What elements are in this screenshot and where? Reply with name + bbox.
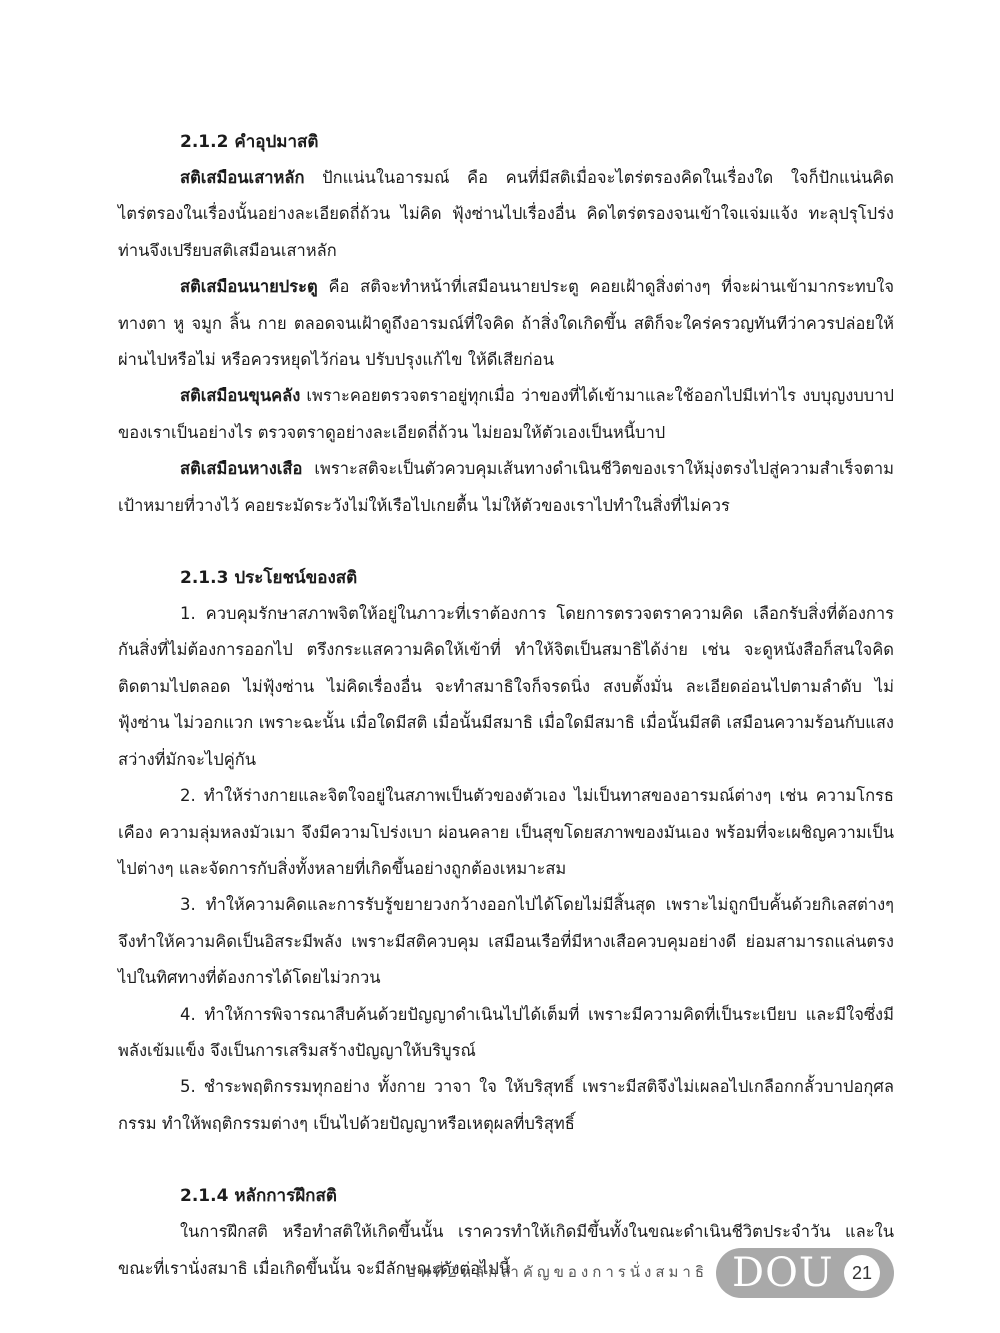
text-pillar: ปักแน่นในอารมณ์ คือ คนที่มีสติเมื่อจะไตร่ตรองคิดในเรื่องใด ใจก็ปักแน่นคิดไตร่ตรองในเรื่องนั้นอย่างละเอียดถี่ถ้วน ไม่คิด ฟุ้งซ่านไปเรื่องอื่น คิดไตร่ตรองจนเข้าใจแจ่มแจ้ง ทะลุปรุโปร่ง ท่านจึงเปรียบสติเสมือนเสาหลัก bbox=[118, 168, 894, 260]
section-heading-212: 2.1.2 คำอุปมาสติ bbox=[180, 132, 319, 152]
paragraph-treasurer bbox=[118, 378, 894, 451]
text-gatekeeper: คือ สติจะทำหน้าที่เสมือนนายประตู คอยเฝ้าดูสิ่งต่างๆ ที่จะผ่านเข้ามากระทบใจ ทางตา หู จมูก ลิ้น กาย ตลอดจนเฝ้าดูถึงอารมณ์ที่ใจคิด ถ้าสิ่งใดเกิดขึ้น สติก็จะใคร่ครวญทันทีว่าควรปล่อยให้ผ่านไปหรือไม่ หรือควรหยุดไว้ก่อน ปรับปรุงแก้ไข ให้ดีเสียก่อน bbox=[118, 277, 894, 370]
term-pillar: สติเสมือนเสาหลัก bbox=[180, 168, 305, 187]
page-badge bbox=[716, 1248, 894, 1298]
dou-logo: DOU bbox=[732, 1250, 834, 1296]
section-spacer bbox=[118, 1142, 894, 1178]
benefit-item-2: 2. ทำให้ร่างกายและจิตใจอยู่ในสภาพเป็นตัวของตัวเอง ไม่เป็นทาสของอารมณ์ต่างๆ เช่น ความโกรธเคือง ความลุ่มหลงมัวเมา จึงมีความโปร่งเบา ผ่อนคลาย เป็นสุขโดยสภาพของมันเอง พร้อมที่จะเผชิญความเป็นไปต่างๆ และจัดการกับสิ่งทั้งหลายที่เกิดขึ้นอย่างถูกต้องเหมาะสม bbox=[118, 786, 894, 878]
paragraph-gatekeeper bbox=[118, 269, 894, 378]
benefit-item-3: 3. ทำให้ความคิดและการรับรู้ขยายวงกว้างออกไปได้โดยไม่มีสิ้นสุด เพราะไม่ถูกบีบคั้นด้วยกิเลสต่างๆ จึงทำให้ความคิดเป็นอิสระมีพลัง เพราะมีสติควบคุม เสมือนเรือที่มีหางเสือควบคุมอย่างดี ย่อมสามารถแล่นตรงไปในทิศทางที่ต้องการได้โดยไม่วกวน bbox=[118, 895, 894, 988]
section-heading-213: 2.1.3 ประโยชน์ของสติ bbox=[180, 568, 358, 589]
term-gatekeeper: สติเสมือนนายประตู bbox=[180, 277, 318, 297]
training-paragraph: ในการฝึกสติ หรือทำสติให้เกิดขึ้นนั้น เราควรทำให้เกิดมีขึ้นทั้งในขณะดำเนินชีวิตประจำวัน และในขณะที่เรานั่งสมาธิ เมื่อเกิดขึ้นนั้น จะมีลักษณะดังต่อไปนี้ bbox=[118, 1222, 894, 1278]
text-treasurer: เพราะคอยตรวจตราอยู่ทุกเมื่อ ว่าของที่ได้เข้ามาและใช้ออกไปมีเท่าไร งบบุญงบบาปของเราเป็นอย่างไร ตรวจตราดูอย่างละเอียดถี่ถ้วน ไม่ยอมให้ตัวเองเป็นหนี้บาป bbox=[118, 386, 894, 442]
paragraph-pillar bbox=[118, 160, 894, 269]
section-heading-214: 2.1.4 หลักการฝึกสติ bbox=[180, 1186, 337, 1207]
benefit-item-4: 4. ทำให้การพิจารณาสืบค้นด้วยปัญญาดำเนินไปได้เต็มที่ เพราะมีความคิดที่เป็นระเบียบ และมีใจซึ่งมีพลังเข้มแข็ง จึงเป็นการเสริมสร้างปัญญาให้บริบูรณ์ bbox=[118, 1004, 894, 1060]
page-number: 21 bbox=[844, 1255, 880, 1291]
section-spacer bbox=[118, 524, 894, 560]
text-rudder: เพราะสติจะเป็นตัวควบคุมเส้นทางดำเนินชีวิตของเราให้มุ่งตรงไปสู่ความสำเร็จตามเป้าหมายที่วางไว้ คอยระมัดระวังไม่ให้เรือไปเกยตื้น ไม่ให้ตัวของเราไปทำในสิ่งที่ไม่ควร bbox=[118, 459, 894, 515]
page-footer bbox=[400, 1248, 894, 1298]
paragraph-rudder bbox=[118, 451, 894, 524]
benefit-item-1: 1. ควบคุมรักษาสภาพจิตให้อยู่ในภาวะที่เราต้องการ โดยการตรวจตราความคิด เลือกรับสิ่งที่ต้องการกันสิ่งที่ไม่ต้องการออกไป ตรึงกระแสความคิดให้เข้าที่ ทำให้จิตเป็นสมาธิได้ง่าย เช่น จะดูหนังสือก็สนใจคิดติดตามไปตลอด ไม่ฟุ้งซ่าน ไม่คิดเรื่องอื่น จะทำสมาธิใจก็จรดนิ่ง สงบตั้งมั่น ละเอียดอ่อนไปตามลำดับ ไม่ฟุ้งซ่าน ไม่วอกแวก เพราะฉะนั้น เมื่อใดมีสติ เมื่อนั้นมีสมาธิ เมื่อใดมีสมาธิ เมื่อนั้นมีสติ เสมือนความร้อนกับแสงสว่างที่มักจะไปคู่กัน bbox=[118, 604, 894, 769]
chapter-title: บทที่2หลักสำคัญของการนั่งสมาธิ bbox=[406, 1263, 708, 1281]
term-treasurer: สติเสมือนขุนคลัง bbox=[180, 386, 301, 406]
benefit-item-5: 5. ชำระพฤติกรรมทุกอย่าง ทั้งกาย วาจา ใจ ให้บริสุทธิ์ เพราะมีสติจึงไม่เผลอไปเกลือกกลั้วบาปอกุศลกรรม ทำให้พฤติกรรมต่างๆ เป็นไปด้วยปัญญาหรือเหตุผลที่บริสุทธิ์ bbox=[118, 1077, 894, 1133]
page-body bbox=[118, 124, 894, 1287]
term-rudder: สติเสมือนหางเสือ bbox=[180, 459, 303, 479]
